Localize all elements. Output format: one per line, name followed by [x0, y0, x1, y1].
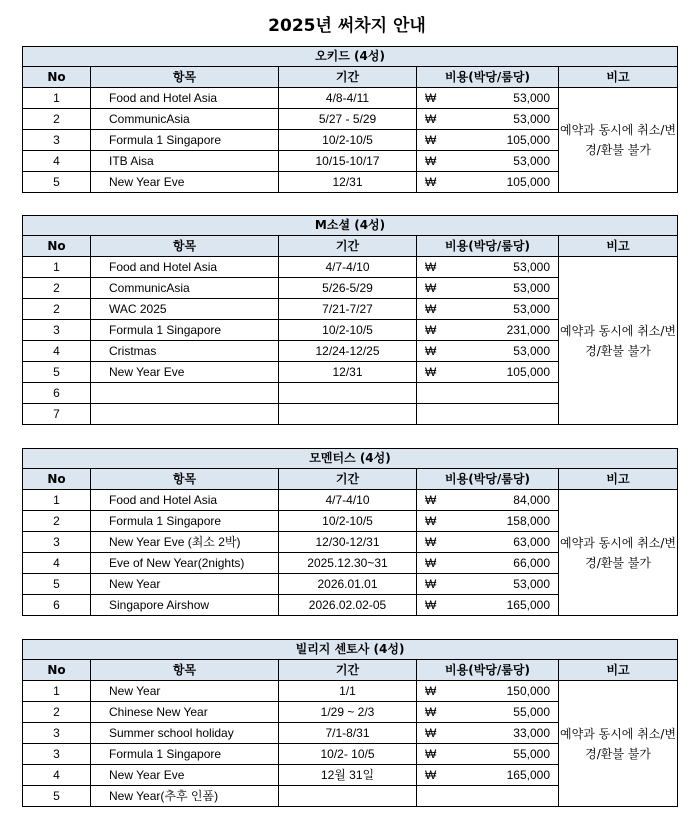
- row-item: Food and Hotel Asia: [91, 490, 279, 511]
- won-symbol: ₩: [425, 344, 437, 358]
- col-header-note: 비고: [559, 469, 678, 490]
- won-symbol: ₩: [425, 493, 437, 507]
- row-item: Formula 1 Singapore: [91, 130, 279, 151]
- won-symbol: ₩: [425, 112, 437, 126]
- row-cost: [417, 320, 559, 341]
- row-no: 2: [23, 109, 91, 130]
- row-period: 2026.01.01: [279, 574, 417, 595]
- cost-amount: 165,000: [506, 598, 550, 612]
- cost-amount: 53,000: [513, 577, 550, 591]
- row-item: CommunicAsia: [91, 278, 279, 299]
- row-no: 3: [23, 744, 91, 765]
- note-cell: 예약과 동시에 취소/변경/환불 불가: [559, 257, 678, 425]
- row-cost: [417, 681, 559, 702]
- row-period: 12/31: [279, 172, 417, 193]
- won-symbol: ₩: [425, 302, 437, 316]
- column-header-row: [23, 67, 678, 88]
- row-item: Chinese New Year: [91, 702, 279, 723]
- row-item: [91, 383, 279, 404]
- row-item: Food and Hotel Asia: [91, 88, 279, 109]
- cost-amount: 53,000: [513, 112, 550, 126]
- row-cost: [417, 532, 559, 553]
- hotel-name: 모멘터스 (4성): [23, 449, 678, 469]
- row-cost: [417, 299, 559, 320]
- row-period: 2025.12.30~31: [279, 553, 417, 574]
- won-symbol: ₩: [425, 684, 437, 698]
- row-cost: [417, 595, 559, 616]
- won-symbol: ₩: [425, 133, 437, 147]
- col-header-item: 항목: [91, 660, 279, 681]
- row-period: 1/1: [279, 681, 417, 702]
- row-no: 3: [23, 723, 91, 744]
- table-row: [23, 257, 678, 278]
- cost-amount: 55,000: [513, 747, 550, 761]
- note-cell: 예약과 동시에 취소/변경/환불 불가: [559, 681, 678, 807]
- row-no: 4: [23, 151, 91, 172]
- hotel-table: [22, 215, 678, 425]
- row-period: 10/2-10/5: [279, 320, 417, 341]
- col-header-cost: 비용(박당/룸당): [417, 236, 559, 257]
- hotel-table: [22, 639, 678, 807]
- row-cost: [417, 404, 559, 425]
- row-cost: [417, 744, 559, 765]
- won-symbol: ₩: [425, 747, 437, 761]
- row-period: 10/15-10/17: [279, 151, 417, 172]
- column-header-row: [23, 660, 678, 681]
- hotel-name: 빌리지 센토사 (4성): [23, 640, 678, 660]
- cost-amount: 53,000: [513, 154, 550, 168]
- cost-amount: 105,000: [506, 365, 550, 379]
- row-item: New Year: [91, 681, 279, 702]
- row-no: 6: [23, 383, 91, 404]
- won-symbol: ₩: [425, 154, 437, 168]
- row-no: 2: [23, 702, 91, 723]
- row-no: 1: [23, 681, 91, 702]
- cost-amount: 53,000: [513, 344, 550, 358]
- row-period: 12/24-12/25: [279, 341, 417, 362]
- row-period: 10/2-10/5: [279, 511, 417, 532]
- row-cost: [417, 553, 559, 574]
- row-no: 5: [23, 362, 91, 383]
- row-no: 3: [23, 320, 91, 341]
- row-item: WAC 2025: [91, 299, 279, 320]
- col-header-note: 비고: [559, 660, 678, 681]
- hotel-table: [22, 448, 678, 616]
- row-cost: [417, 362, 559, 383]
- hotel-header-row: [23, 449, 678, 469]
- row-cost: [417, 490, 559, 511]
- cost-amount: 84,000: [513, 493, 550, 507]
- row-no: 3: [23, 130, 91, 151]
- col-header-period: 기간: [279, 236, 417, 257]
- row-item: Summer school holiday: [91, 723, 279, 744]
- row-period: [279, 383, 417, 404]
- col-header-period: 기간: [279, 469, 417, 490]
- cost-amount: 53,000: [513, 91, 550, 105]
- row-no: 2: [23, 278, 91, 299]
- row-no: 7: [23, 404, 91, 425]
- row-no: 1: [23, 88, 91, 109]
- cost-amount: 105,000: [506, 133, 550, 147]
- row-cost: [417, 723, 559, 744]
- col-header-note: 비고: [559, 67, 678, 88]
- column-header-row: [23, 469, 678, 490]
- row-item: Formula 1 Singapore: [91, 320, 279, 341]
- row-period: 7/21-7/27: [279, 299, 417, 320]
- row-period: 4/8-4/11: [279, 88, 417, 109]
- row-no: 6: [23, 595, 91, 616]
- cost-amount: 53,000: [513, 302, 550, 316]
- won-symbol: ₩: [425, 514, 437, 528]
- row-cost: [417, 257, 559, 278]
- table-row: [23, 681, 678, 702]
- col-header-cost: 비용(박당/룸당): [417, 660, 559, 681]
- cost-amount: 53,000: [513, 260, 550, 274]
- note-cell: 예약과 동시에 취소/변경/환불 불가: [559, 88, 678, 193]
- won-symbol: ₩: [425, 365, 437, 379]
- hotel-header-row: [23, 216, 678, 236]
- hotel-header-row: [23, 47, 678, 67]
- won-symbol: ₩: [425, 598, 437, 612]
- row-cost: [417, 172, 559, 193]
- col-header-no: No: [23, 236, 91, 257]
- row-item: New Year: [91, 574, 279, 595]
- row-period: 12/31: [279, 362, 417, 383]
- won-symbol: ₩: [425, 705, 437, 719]
- table-row: [23, 88, 678, 109]
- won-symbol: ₩: [425, 726, 437, 740]
- row-period: 1/29 ~ 2/3: [279, 702, 417, 723]
- won-symbol: ₩: [425, 535, 437, 549]
- row-no: 3: [23, 532, 91, 553]
- table-row: [23, 490, 678, 511]
- row-no: 2: [23, 299, 91, 320]
- cost-amount: 165,000: [506, 768, 550, 782]
- row-item: [91, 404, 279, 425]
- row-item: Formula 1 Singapore: [91, 511, 279, 532]
- row-item: ITB Aisa: [91, 151, 279, 172]
- row-cost: [417, 151, 559, 172]
- cost-amount: 150,000: [506, 684, 550, 698]
- row-period: [279, 404, 417, 425]
- hotel-header-row: [23, 640, 678, 660]
- row-item: CommunicAsia: [91, 109, 279, 130]
- row-cost: [417, 786, 559, 807]
- won-symbol: ₩: [425, 556, 437, 570]
- row-period: 7/1-8/31: [279, 723, 417, 744]
- cost-amount: 63,000: [513, 535, 550, 549]
- row-no: 4: [23, 341, 91, 362]
- row-period: 12월 31일: [279, 765, 417, 786]
- col-header-no: No: [23, 660, 91, 681]
- note-cell: 예약과 동시에 취소/변경/환불 불가: [559, 490, 678, 616]
- row-item: New Year(추후 인폼): [91, 786, 279, 807]
- row-item: Food and Hotel Asia: [91, 257, 279, 278]
- row-item: New Year Eve: [91, 172, 279, 193]
- page-title: 2025년 써차지 안내: [268, 16, 426, 36]
- col-header-period: 기간: [279, 67, 417, 88]
- col-header-note: 비고: [559, 236, 678, 257]
- hotel-table: [22, 46, 678, 193]
- won-symbol: ₩: [425, 260, 437, 274]
- row-period: 4/7-4/10: [279, 257, 417, 278]
- row-no: 1: [23, 257, 91, 278]
- row-item: Eve of New Year(2nights): [91, 553, 279, 574]
- row-period: 12/30-12/31: [279, 532, 417, 553]
- col-header-cost: 비용(박당/룸당): [417, 67, 559, 88]
- row-period: 10/2- 10/5: [279, 744, 417, 765]
- row-no: 5: [23, 786, 91, 807]
- cost-amount: 53,000: [513, 281, 550, 295]
- row-no: 4: [23, 553, 91, 574]
- cost-amount: 66,000: [513, 556, 550, 570]
- row-period: 5/26-5/29: [279, 278, 417, 299]
- row-cost: [417, 383, 559, 404]
- col-header-cost: 비용(박당/룸당): [417, 469, 559, 490]
- row-no: 1: [23, 490, 91, 511]
- row-period: [279, 786, 417, 807]
- row-item: New Year Eve: [91, 362, 279, 383]
- col-header-item: 항목: [91, 67, 279, 88]
- row-period: 2026.02.02-05: [279, 595, 417, 616]
- row-cost: [417, 341, 559, 362]
- row-item: Cristmas: [91, 341, 279, 362]
- row-period: 4/7-4/10: [279, 490, 417, 511]
- won-symbol: ₩: [425, 281, 437, 295]
- cost-amount: 158,000: [506, 514, 550, 528]
- col-header-item: 항목: [91, 236, 279, 257]
- row-cost: [417, 765, 559, 786]
- col-header-no: No: [23, 67, 91, 88]
- row-period: 5/27 - 5/29: [279, 109, 417, 130]
- row-item: Formula 1 Singapore: [91, 744, 279, 765]
- col-header-no: No: [23, 469, 91, 490]
- won-symbol: ₩: [425, 91, 437, 105]
- row-item: New Year Eve (최소 2박): [91, 532, 279, 553]
- column-header-row: [23, 236, 678, 257]
- row-no: 5: [23, 574, 91, 595]
- row-item: New Year Eve: [91, 765, 279, 786]
- row-no: 2: [23, 511, 91, 532]
- col-header-period: 기간: [279, 660, 417, 681]
- row-no: 5: [23, 172, 91, 193]
- cost-amount: 55,000: [513, 705, 550, 719]
- col-header-item: 항목: [91, 469, 279, 490]
- cost-amount: 105,000: [506, 175, 550, 189]
- cost-amount: 33,000: [513, 726, 550, 740]
- won-symbol: ₩: [425, 577, 437, 591]
- won-symbol: ₩: [425, 323, 437, 337]
- row-cost: [417, 109, 559, 130]
- row-cost: [417, 278, 559, 299]
- row-cost: [417, 574, 559, 595]
- hotel-name: M소셜 (4성): [23, 216, 678, 236]
- won-symbol: ₩: [425, 768, 437, 782]
- hotel-name: 오키드 (4성): [23, 47, 678, 67]
- row-cost: [417, 702, 559, 723]
- row-cost: [417, 511, 559, 532]
- row-period: 10/2-10/5: [279, 130, 417, 151]
- row-cost: [417, 130, 559, 151]
- row-cost: [417, 88, 559, 109]
- cost-amount: 231,000: [506, 323, 550, 337]
- row-item: Singapore Airshow: [91, 595, 279, 616]
- won-symbol: ₩: [425, 175, 437, 189]
- row-no: 4: [23, 765, 91, 786]
